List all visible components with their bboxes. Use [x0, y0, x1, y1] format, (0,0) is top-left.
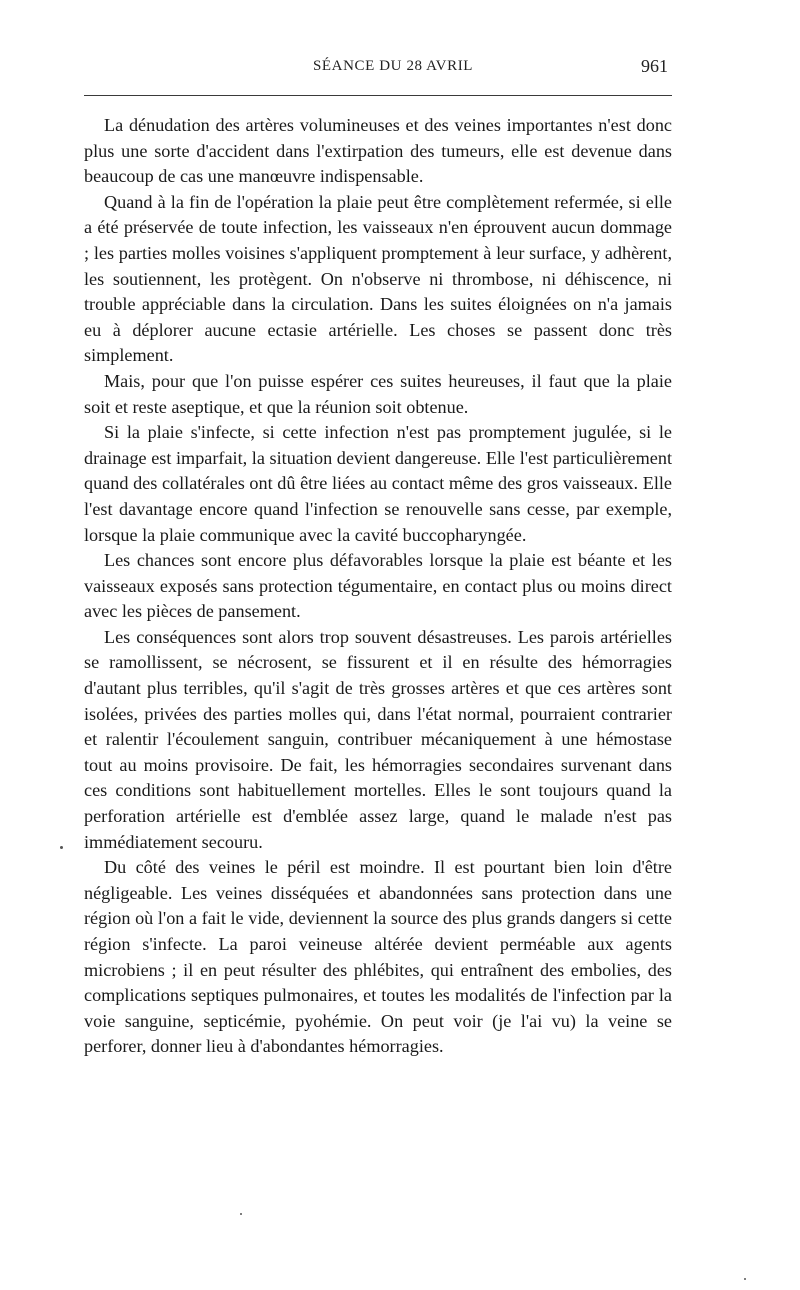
- paragraph: Du côté des veines le péril est moindre. Il est pourtant bien loin d'être négligeable. Les veines disséquées et abandonnées sans protection dans une région où l'on a fait le vide, deviennent la source des plus grands dangers si cette région s'infecte. La paroi veineuse altérée devient perméable aux agents microbiens ; il en peut résulter des phlébites, qui entraînent des embolies, des complications septiques pulmonaires, et toutes les modalités de l'infection par la voie sanguine, septicémie, pyohémie. On peut voir (je l'ai vu) la veine se perforer, donner lieu à d'abondantes hémorragies.: [84, 857, 672, 1057]
- running-head: SÉANCE DU 28 AVRIL: [312, 58, 474, 74]
- print-speck: [60, 846, 63, 849]
- page-header: [84, 56, 672, 86]
- body-text: [84, 113, 672, 1060]
- paragraph: Les chances sont encore plus défavorables lorsque la plaie est béante et les vaisseaux exposés sans protection tégumentaire, en contact plus ou moins direct avec les pièces de pansement.: [84, 550, 672, 622]
- paragraph: Mais, pour que l'on puisse espérer ces suites heureuses, il faut que la plaie soit et reste aseptique, et que la réunion soit obtenue.: [84, 370, 672, 417]
- print-speck: [744, 1278, 746, 1280]
- paragraph: Si la plaie s'infecte, si cette infection n'est pas promptement jugulée, si le drainage est imparfait, la situation devient dangereuse. Elle l'est particulièrement quand des collatérales ont dû être liées au contact même des gros vaisseaux. Elle l'est davantage encore quand l'infection se renouvelle sans cesse, par exemple, lorsque la plaie communique avec la cavité buccopharyngée.: [84, 422, 672, 545]
- header-rule: [84, 95, 672, 96]
- paragraph: Les conséquences sont alors trop souvent désastreuses. Les parois artérielles se ramollissent, se nécrosent, se fissurent et il en résulte des hémorragies d'autant plus terribles, qu'il s'agit de très grosses artères et que ces artères sont isolées, privées des parties molles qui, dans l'état normal, pourraient contrarier et ralentir l'écoulement sanguin, contribuer mécaniquement à une hémostase tout au moins provisoire. De fait, les hémorragies secondaires survenant dans ces conditions sont habituellement mortelles. Elles le sont toujours quand la perforation artérielle est d'emblée assez large, quand le malade n'est pas immédiatement secouru.: [84, 626, 672, 852]
- paragraph: Quand à la fin de l'opération la plaie peut être complètement refermée, si elle a été préservée de toute infection, les vaisseaux n'en éprouvent aucun dommage ; les parties molles voisines s'appliquent promptement à leur surface, y adhèrent, les soutiennent, les protègent. On n'observe ni thrombose, ni déhiscence, ni trouble appréciable dans la circulation. Dans les suites éloignées on n'a jamais eu à déplorer aucune ectasie artérielle. Les choses se passent donc très simplement.: [84, 191, 672, 366]
- page-number: 961: [641, 56, 668, 76]
- print-speck: [240, 1213, 242, 1215]
- paragraph: La dénudation des artères volumineuses et des veines importantes n'est donc plus une sorte d'accident dans l'extirpation des tumeurs, elle est devenue dans beaucoup de cas une manœuvre indispensable.: [84, 115, 672, 187]
